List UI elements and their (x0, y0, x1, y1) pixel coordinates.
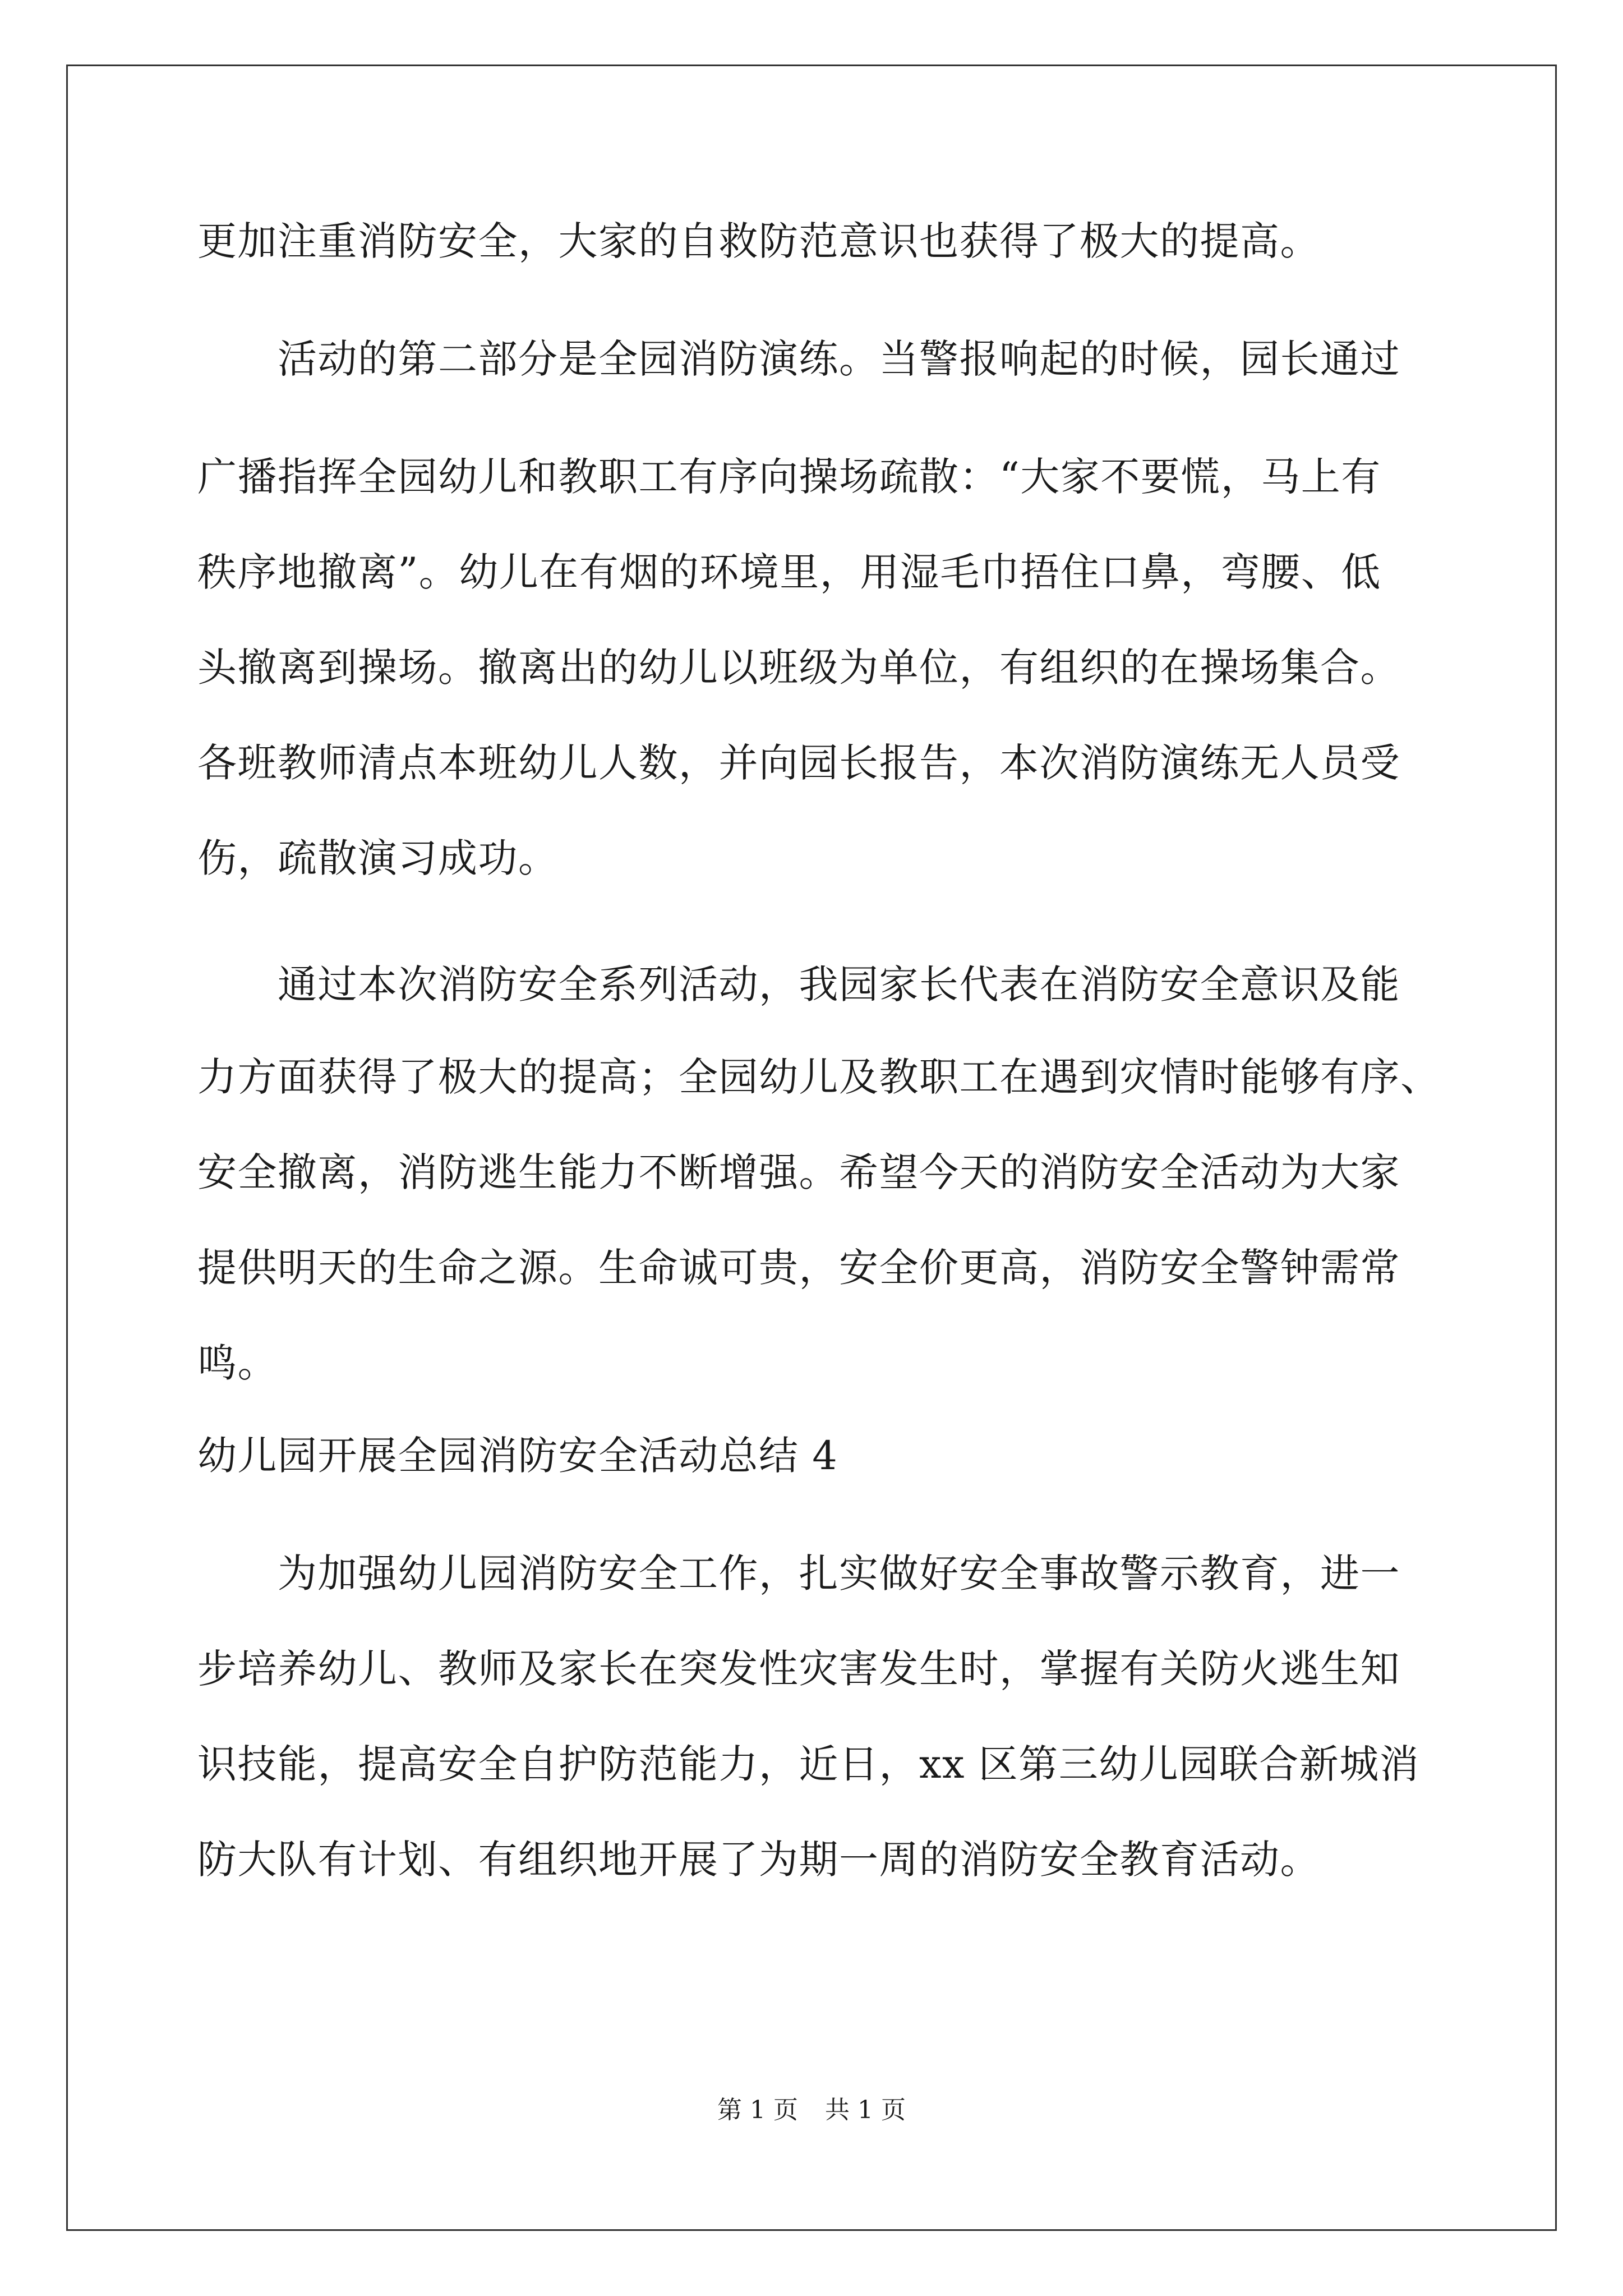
body-line: 提供明天的生命之源。生命诚可贵，安全价更高，消防安全警钟需常 (197, 1245, 1400, 1291)
page-footer (0, 2098, 1623, 2123)
body-line: 广播指挥全园幼儿和教职工有序向操场疏散：“大家不要慌，马上有 (197, 454, 1381, 500)
body-line: 鸣。 (197, 1340, 278, 1386)
body-line: 安全撤离，消防逃生能力不断增强。希望今天的消防安全活动为大家 (197, 1149, 1400, 1195)
page-number: 第 1 页 (717, 2096, 798, 2124)
body-line: 更加注重消防安全，大家的自救防范意识也获得了极大的提高。 (197, 218, 1320, 264)
paragraph-first-line: 通过本次消防安全系列活动，我园家长代表在消防安全意识及能 (197, 961, 1400, 1007)
body-line: 各班教师清点本班幼儿人数，并向园长报告，本次消防演练无人员受 (197, 740, 1400, 786)
body-line: 识技能，提高安全自护防范能力，近日，xx 区第三幼儿园联合新城消 (197, 1741, 1420, 1787)
body-line: 步培养幼儿、教师及家长在突发性灾害发生时，掌握有关防火逃生知 (197, 1646, 1400, 1692)
body-line: 头撤离到操场。撤离出的幼儿以班级为单位，有组织的在操场集合。 (197, 645, 1400, 691)
paragraph-first-line: 为加强幼儿园消防安全工作，扎实做好安全事故警示教育，进一 (197, 1550, 1400, 1596)
body-line: 秩序地撤离”。幼儿在有烟的环境里，用湿毛巾捂住口鼻，弯腰、低 (197, 549, 1381, 595)
page-border (66, 65, 1557, 2231)
page-total: 共 1 页 (825, 2096, 906, 2124)
body-line: 防大队有计划、有组织地开展了为期一周的消防安全教育活动。 (197, 1837, 1320, 1883)
body-line: 伤，疏散演习成功。 (197, 835, 559, 881)
section-heading: 幼儿园开展全园消防安全活动总结 4 (197, 1433, 838, 1479)
body-line: 力方面获得了极大的提高；全园幼儿及教职工在遇到灾情时能够有序、 (197, 1054, 1441, 1100)
paragraph-first-line: 活动的第二部分是全园消防演练。当警报响起的时候，园长通过 (197, 336, 1400, 382)
